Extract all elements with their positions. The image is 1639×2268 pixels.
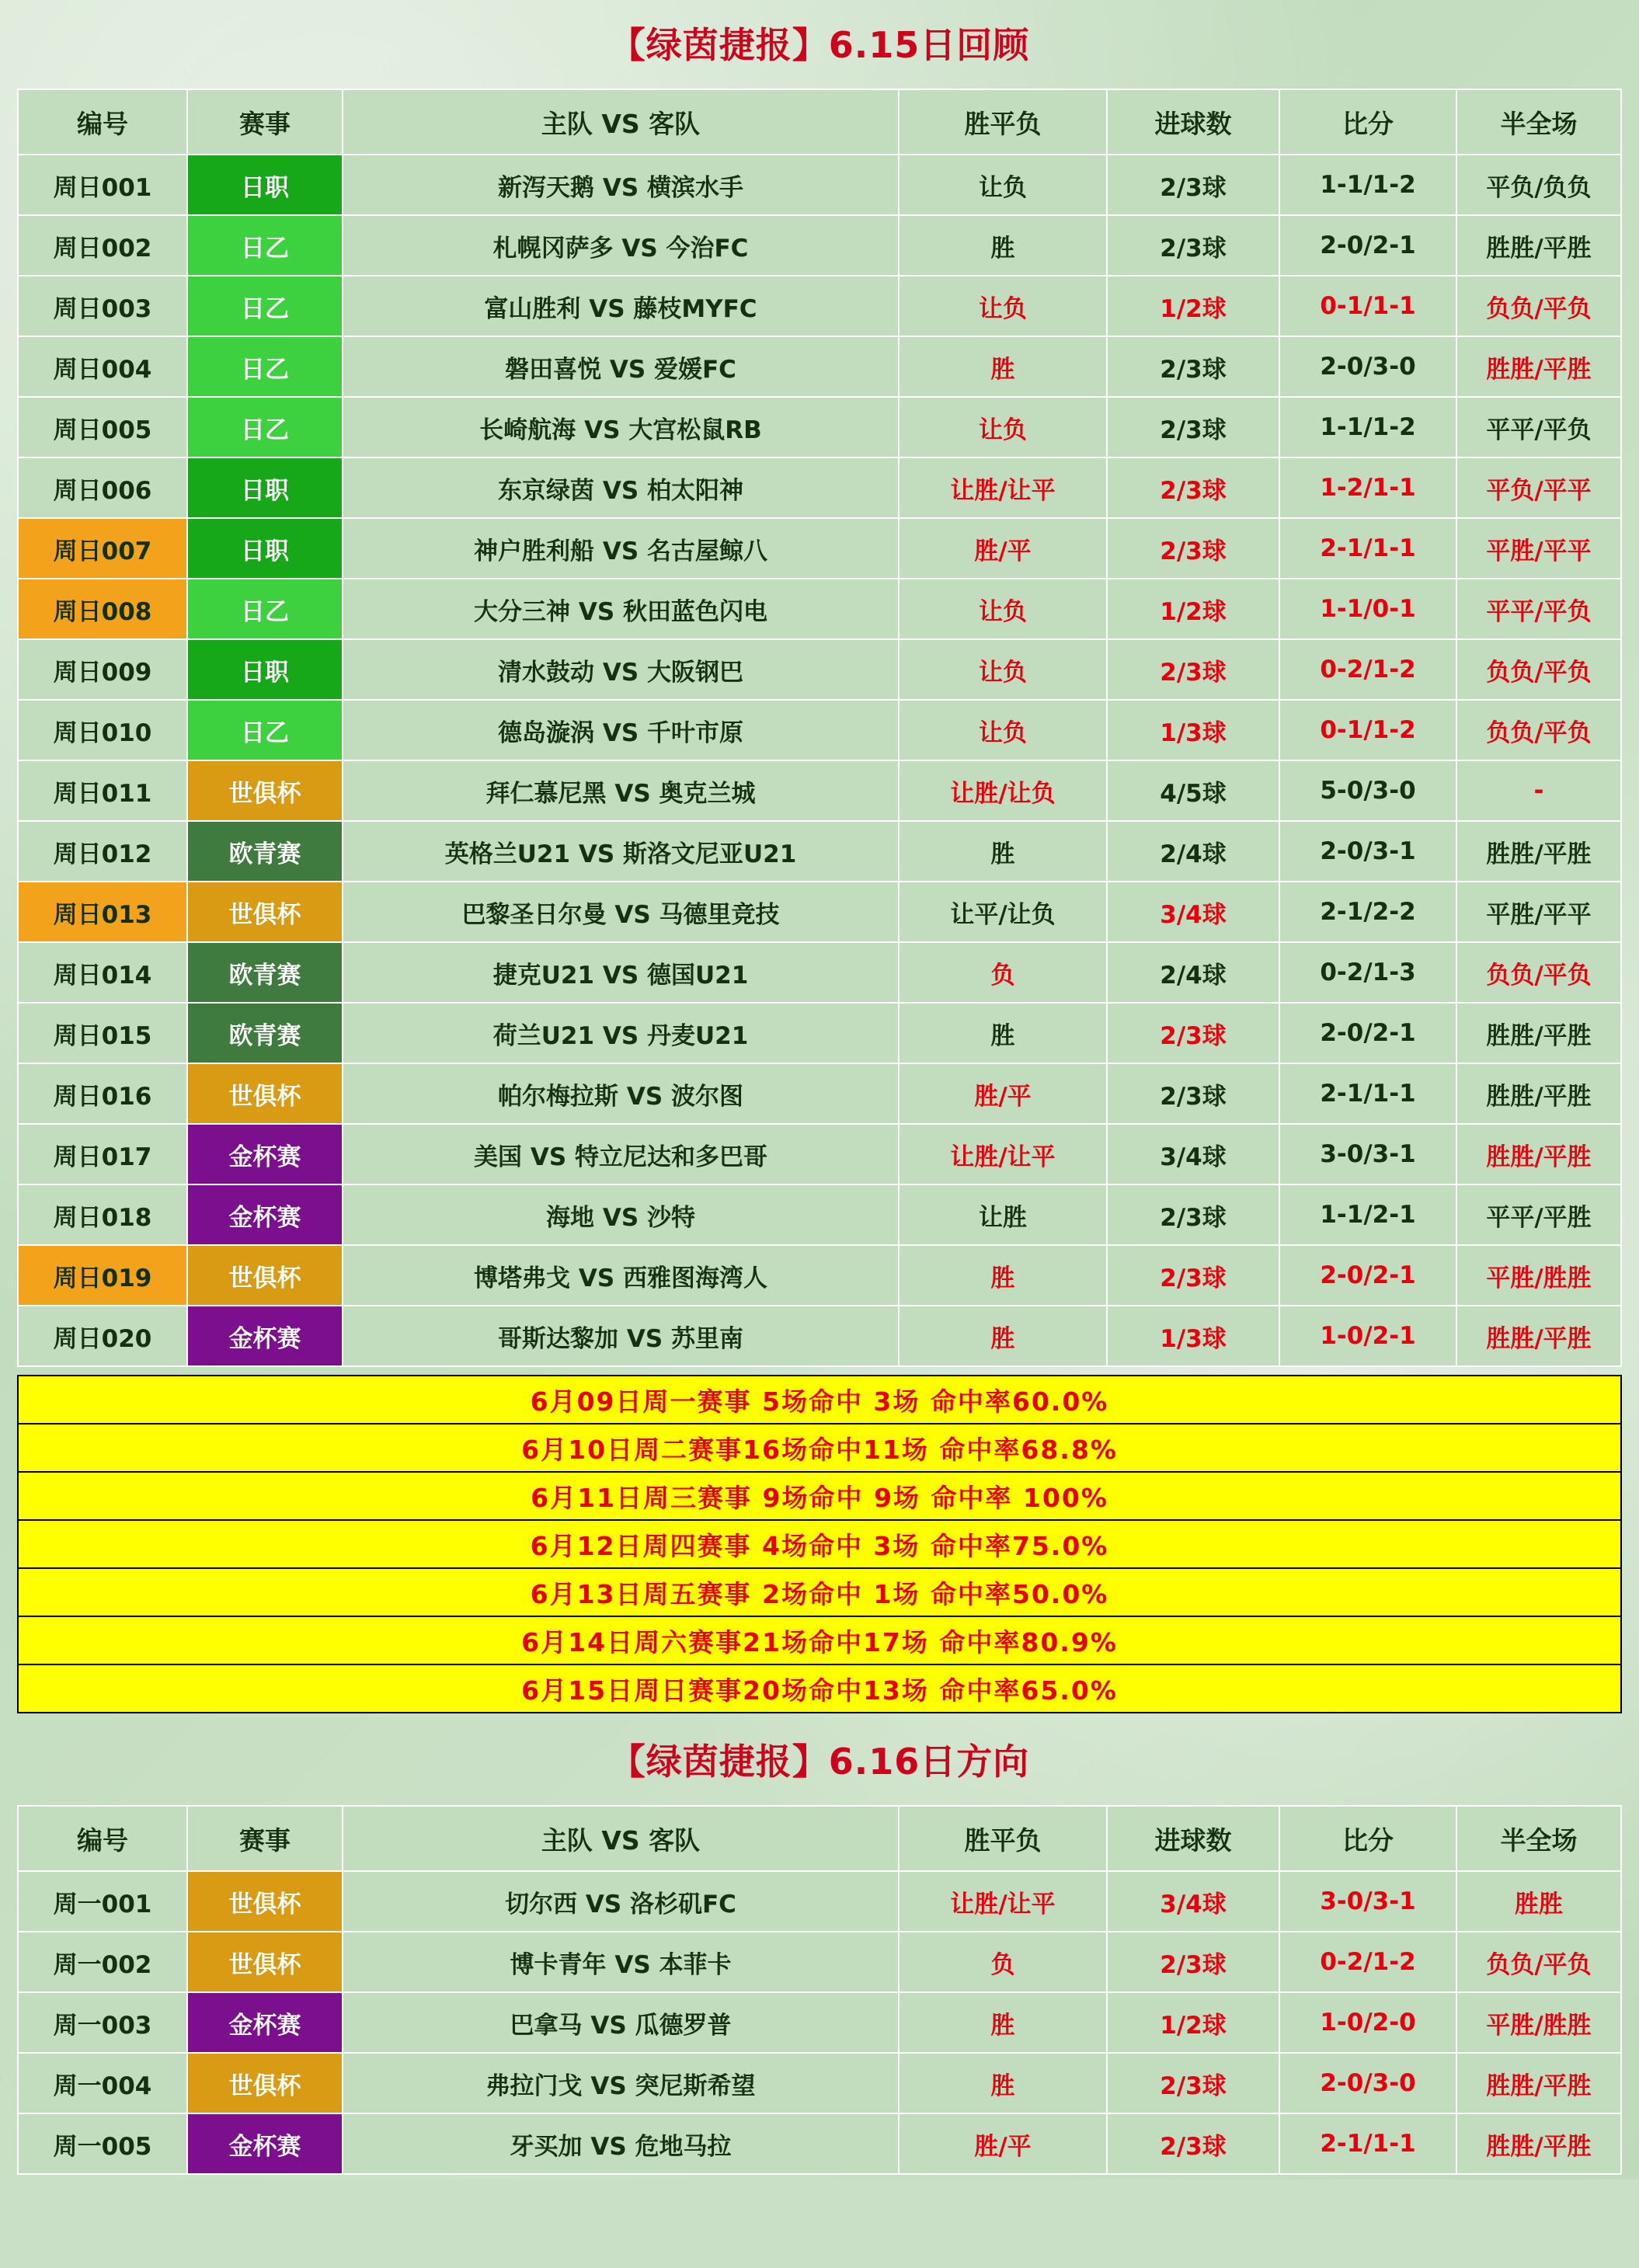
summary-row — [18, 1568, 1621, 1616]
goals-pick: 3/4球 — [1107, 1124, 1279, 1184]
results-table-616 — [17, 1805, 1622, 2175]
wdl-pick: 让负 — [899, 639, 1107, 700]
wdl-pick: 让胜/让平 — [899, 1871, 1107, 1932]
league-badge: 日乙 — [187, 579, 343, 639]
match-no: 周日007 — [18, 518, 187, 579]
table-header-row-2 — [18, 1806, 1621, 1871]
summary-row — [18, 1664, 1621, 1713]
table-row — [18, 2113, 1621, 2174]
summary-row — [18, 1616, 1621, 1664]
league-badge: 日乙 — [187, 700, 343, 760]
column-header-wdl: 胜平负 — [899, 89, 1107, 155]
wdl-pick: 让负 — [899, 155, 1107, 215]
league-badge: 金杯赛 — [187, 2113, 343, 2174]
league-badge: 世俱杯 — [187, 1063, 343, 1124]
table-header-row — [18, 89, 1621, 155]
match-no: 周日003 — [18, 276, 187, 336]
score-pick: 2-0/3-1 — [1279, 821, 1456, 882]
score-pick: 0-2/1-2 — [1279, 639, 1456, 700]
match-no: 周日014 — [18, 942, 187, 1003]
match-teams: 英格兰U21 VS 斯洛文尼亚U21 — [343, 821, 899, 882]
match-teams: 荷兰U21 VS 丹麦U21 — [343, 1003, 899, 1063]
match-teams: 博塔弗戈 VS 西雅图海湾人 — [343, 1245, 899, 1306]
match-no: 周一005 — [18, 2113, 187, 2174]
table-row — [18, 215, 1621, 276]
league-badge: 金杯赛 — [187, 1124, 343, 1184]
summary-text: 6月10日周二赛事16场命中11场 命中率68.8% — [18, 1424, 1621, 1472]
spacer-1 — [0, 1367, 1639, 1375]
score-pick: 0-2/1-2 — [1279, 1932, 1456, 1992]
goals-pick: 2/3球 — [1107, 518, 1279, 579]
wdl-pick: 让负 — [899, 700, 1107, 760]
table-row — [18, 639, 1621, 700]
goals-pick: 2/3球 — [1107, 336, 1279, 397]
wdl-pick: 胜 — [899, 821, 1107, 882]
match-teams: 磐田喜悦 VS 爱媛FC — [343, 336, 899, 397]
score-pick: 2-0/2-1 — [1279, 215, 1456, 276]
wdl-pick: 让胜 — [899, 1184, 1107, 1245]
score-pick: 2-1/1-1 — [1279, 1063, 1456, 1124]
halffull-pick: 平平/平负 — [1456, 579, 1621, 639]
wdl-pick: 让胜/让负 — [899, 760, 1107, 821]
wdl-pick: 让负 — [899, 276, 1107, 336]
score-pick: 1-1/1-2 — [1279, 155, 1456, 215]
table-row — [18, 276, 1621, 336]
match-no: 周日011 — [18, 760, 187, 821]
score-pick: 0-1/1-2 — [1279, 700, 1456, 760]
wdl-pick: 胜 — [899, 2053, 1107, 2113]
table-row — [18, 1992, 1621, 2053]
table-row — [18, 1063, 1621, 1124]
match-no: 周日008 — [18, 579, 187, 639]
wdl-pick: 负 — [899, 942, 1107, 1003]
column-header-score: 比分 — [1279, 1806, 1456, 1871]
goals-pick: 2/3球 — [1107, 1003, 1279, 1063]
match-teams: 捷克U21 VS 德国U21 — [343, 942, 899, 1003]
league-badge: 世俱杯 — [187, 1871, 343, 1932]
match-teams: 巴黎圣日尔曼 VS 马德里竞技 — [343, 882, 899, 942]
halffull-pick: 平平/平负 — [1456, 397, 1621, 457]
table-row — [18, 579, 1621, 639]
match-no: 周一003 — [18, 1992, 187, 2053]
table-row — [18, 155, 1621, 215]
goals-pick: 2/3球 — [1107, 1245, 1279, 1306]
summary-row — [18, 1424, 1621, 1472]
halffull-pick: 平平/平胜 — [1456, 1184, 1621, 1245]
wdl-pick: 胜 — [899, 336, 1107, 397]
wdl-pick: 胜 — [899, 215, 1107, 276]
match-teams: 博卡青年 VS 本菲卡 — [343, 1932, 899, 1992]
table-row — [18, 1245, 1621, 1306]
match-teams: 大分三神 VS 秋田蓝色闪电 — [343, 579, 899, 639]
wdl-pick: 让平/让负 — [899, 882, 1107, 942]
goals-pick: 3/4球 — [1107, 882, 1279, 942]
league-badge: 世俱杯 — [187, 1245, 343, 1306]
goals-pick: 1/2球 — [1107, 276, 1279, 336]
column-header-goals: 进球数 — [1107, 89, 1279, 155]
match-teams: 东京绿茵 VS 柏太阳神 — [343, 457, 899, 518]
match-teams: 海地 VS 沙特 — [343, 1184, 899, 1245]
league-badge: 金杯赛 — [187, 1306, 343, 1366]
goals-pick: 2/3球 — [1107, 1932, 1279, 1992]
halffull-pick: 平负/平平 — [1456, 457, 1621, 518]
match-no: 周日012 — [18, 821, 187, 882]
table-row — [18, 1306, 1621, 1366]
goals-pick: 2/3球 — [1107, 2053, 1279, 2113]
match-no: 周日009 — [18, 639, 187, 700]
score-pick: 5-0/3-0 — [1279, 760, 1456, 821]
match-no: 周日004 — [18, 336, 187, 397]
match-no: 周日006 — [18, 457, 187, 518]
goals-pick: 2/3球 — [1107, 2113, 1279, 2174]
wdl-pick: 让负 — [899, 579, 1107, 639]
table-row — [18, 942, 1621, 1003]
table-row — [18, 518, 1621, 579]
halffull-pick: 胜胜/平胜 — [1456, 1306, 1621, 1366]
wdl-pick: 胜 — [899, 1992, 1107, 2053]
goals-pick: 1/3球 — [1107, 1306, 1279, 1366]
league-badge: 欧青赛 — [187, 942, 343, 1003]
goals-pick: 2/3球 — [1107, 397, 1279, 457]
wdl-pick: 让胜/让平 — [899, 1124, 1107, 1184]
match-teams: 巴拿马 VS 瓜德罗普 — [343, 1992, 899, 2053]
table-row — [18, 397, 1621, 457]
wdl-pick: 胜 — [899, 1245, 1107, 1306]
wdl-pick: 胜/平 — [899, 2113, 1107, 2174]
table-row — [18, 457, 1621, 518]
summary-row — [18, 1376, 1621, 1424]
league-badge: 世俱杯 — [187, 1932, 343, 1992]
results-table-615 — [17, 89, 1622, 1367]
page-title-2: 【绿茵捷报】6.16日方向 — [609, 1741, 1030, 1783]
column-header-match: 主队 VS 客队 — [343, 89, 899, 155]
score-pick: 1-1/2-1 — [1279, 1184, 1456, 1245]
table-row — [18, 1932, 1621, 1992]
league-badge: 日乙 — [187, 397, 343, 457]
halffull-pick: 胜胜/平胜 — [1456, 2113, 1621, 2174]
summary-text: 6月12日周四赛事 4场命中 3场 命中率75.0% — [18, 1520, 1621, 1568]
section-title-2 — [0, 1713, 1639, 1805]
wdl-pick: 让负 — [899, 397, 1107, 457]
column-header-score: 比分 — [1279, 89, 1456, 155]
goals-pick: 2/3球 — [1107, 457, 1279, 518]
halffull-pick: 负负/平负 — [1456, 639, 1621, 700]
match-no: 周一001 — [18, 1871, 187, 1932]
league-badge: 日职 — [187, 155, 343, 215]
goals-pick: 1/2球 — [1107, 579, 1279, 639]
goals-pick: 2/3球 — [1107, 1184, 1279, 1245]
league-badge: 世俱杯 — [187, 882, 343, 942]
section-title-1 — [0, 0, 1639, 89]
score-pick: 2-1/1-1 — [1279, 2113, 1456, 2174]
goals-pick: 2/3球 — [1107, 215, 1279, 276]
halffull-pick: 负负/平负 — [1456, 942, 1621, 1003]
league-badge: 日职 — [187, 457, 343, 518]
wdl-pick: 负 — [899, 1932, 1107, 1992]
column-header-halffull: 半全场 — [1456, 1806, 1621, 1871]
match-no: 周日010 — [18, 700, 187, 760]
match-teams: 弗拉门戈 VS 突尼斯希望 — [343, 2053, 899, 2113]
wdl-pick: 胜 — [899, 1306, 1107, 1366]
match-no: 周一002 — [18, 1932, 187, 1992]
column-header-halffull: 半全场 — [1456, 89, 1621, 155]
summary-text: 6月09日周一赛事 5场命中 3场 命中率60.0% — [18, 1376, 1621, 1424]
column-header-league: 赛事 — [187, 89, 343, 155]
summary-row — [18, 1472, 1621, 1520]
match-teams: 清水鼓动 VS 大阪钢巴 — [343, 639, 899, 700]
column-header-goals: 进球数 — [1107, 1806, 1279, 1871]
score-pick: 1-1/0-1 — [1279, 579, 1456, 639]
league-badge: 日职 — [187, 518, 343, 579]
goals-pick: 3/4球 — [1107, 1871, 1279, 1932]
goals-pick: 2/4球 — [1107, 942, 1279, 1003]
wdl-pick: 胜/平 — [899, 518, 1107, 579]
score-pick: 1-1/1-2 — [1279, 397, 1456, 457]
league-badge: 欧青赛 — [187, 821, 343, 882]
match-no: 周日020 — [18, 1306, 187, 1366]
wdl-pick: 胜 — [899, 1003, 1107, 1063]
match-teams: 美国 VS 特立尼达和多巴哥 — [343, 1124, 899, 1184]
summary-table — [17, 1375, 1622, 1713]
match-teams: 牙买加 VS 危地马拉 — [343, 2113, 899, 2174]
score-pick: 1-0/2-1 — [1279, 1306, 1456, 1366]
halffull-pick: 平胜/胜胜 — [1456, 1245, 1621, 1306]
halffull-pick: 负负/平负 — [1456, 1932, 1621, 1992]
halffull-pick: 平胜/胜胜 — [1456, 1992, 1621, 2053]
column-header-match: 主队 VS 客队 — [343, 1806, 899, 1871]
halffull-pick: 平胜/平平 — [1456, 882, 1621, 942]
score-pick: 2-0/3-0 — [1279, 2053, 1456, 2113]
wdl-pick: 让胜/让平 — [899, 457, 1107, 518]
table-row — [18, 882, 1621, 942]
halffull-pick: 胜胜/平胜 — [1456, 1063, 1621, 1124]
score-pick: 3-0/3-1 — [1279, 1124, 1456, 1184]
halffull-pick: 胜胜/平胜 — [1456, 2053, 1621, 2113]
halffull-pick: 胜胜/平胜 — [1456, 215, 1621, 276]
match-no: 周日013 — [18, 882, 187, 942]
halffull-pick: - — [1456, 760, 1621, 821]
match-teams: 长崎航海 VS 大宫松鼠RB — [343, 397, 899, 457]
league-badge: 世俱杯 — [187, 760, 343, 821]
score-pick: 0-1/1-1 — [1279, 276, 1456, 336]
match-teams: 帕尔梅拉斯 VS 波尔图 — [343, 1063, 899, 1124]
league-badge: 欧青赛 — [187, 1003, 343, 1063]
score-pick: 2-0/2-1 — [1279, 1003, 1456, 1063]
league-badge: 金杯赛 — [187, 1184, 343, 1245]
score-pick: 2-0/3-0 — [1279, 336, 1456, 397]
column-header-no: 编号 — [18, 89, 187, 155]
match-no: 周日016 — [18, 1063, 187, 1124]
league-badge: 日职 — [187, 639, 343, 700]
goals-pick: 2/3球 — [1107, 155, 1279, 215]
match-teams: 德岛漩涡 VS 千叶市原 — [343, 700, 899, 760]
goals-pick: 1/3球 — [1107, 700, 1279, 760]
table-row — [18, 1184, 1621, 1245]
halffull-pick: 胜胜/平胜 — [1456, 336, 1621, 397]
halffull-pick: 负负/平负 — [1456, 276, 1621, 336]
league-badge: 日乙 — [187, 215, 343, 276]
league-badge: 金杯赛 — [187, 1992, 343, 2053]
halffull-pick: 胜胜/平胜 — [1456, 1003, 1621, 1063]
match-teams: 富山胜利 VS 藤枝MYFC — [343, 276, 899, 336]
match-teams: 札幌冈萨多 VS 今治FC — [343, 215, 899, 276]
league-badge: 世俱杯 — [187, 2053, 343, 2113]
page-title: 【绿茵捷报】6.15日回顾 — [609, 24, 1030, 66]
table-row — [18, 821, 1621, 882]
halffull-pick: 平负/负负 — [1456, 155, 1621, 215]
summary-text: 6月15日周日赛事20场命中13场 命中率65.0% — [18, 1664, 1621, 1713]
match-teams: 哥斯达黎加 VS 苏里南 — [343, 1306, 899, 1366]
table-row — [18, 760, 1621, 821]
summary-text: 6月11日周三赛事 9场命中 9场 命中率 100% — [18, 1472, 1621, 1520]
score-pick: 3-0/3-1 — [1279, 1871, 1456, 1932]
match-no: 周一004 — [18, 2053, 187, 2113]
goals-pick: 2/4球 — [1107, 821, 1279, 882]
score-pick: 0-2/1-3 — [1279, 942, 1456, 1003]
match-no: 周日019 — [18, 1245, 187, 1306]
match-teams: 神户胜利船 VS 名古屋鲸八 — [343, 518, 899, 579]
score-pick: 2-0/2-1 — [1279, 1245, 1456, 1306]
goals-pick: 2/3球 — [1107, 1063, 1279, 1124]
column-header-wdl: 胜平负 — [899, 1806, 1107, 1871]
summary-text: 6月13日周五赛事 2场命中 1场 命中率50.0% — [18, 1568, 1621, 1616]
column-header-league: 赛事 — [187, 1806, 343, 1871]
score-pick: 1-0/2-0 — [1279, 1992, 1456, 2053]
match-no: 周日018 — [18, 1184, 187, 1245]
halffull-pick: 胜胜 — [1456, 1871, 1621, 1932]
table-row — [18, 700, 1621, 760]
score-pick: 1-2/1-1 — [1279, 457, 1456, 518]
halffull-pick: 平胜/平平 — [1456, 518, 1621, 579]
table-row — [18, 336, 1621, 397]
summary-row — [18, 1520, 1621, 1568]
match-no: 周日002 — [18, 215, 187, 276]
table-row — [18, 1871, 1621, 1932]
wdl-pick: 胜/平 — [899, 1063, 1107, 1124]
score-pick: 2-1/2-2 — [1279, 882, 1456, 942]
table-row — [18, 1003, 1621, 1063]
league-badge: 日乙 — [187, 276, 343, 336]
match-no: 周日005 — [18, 397, 187, 457]
match-no: 周日001 — [18, 155, 187, 215]
table-row — [18, 2053, 1621, 2113]
goals-pick: 4/5球 — [1107, 760, 1279, 821]
halffull-pick: 胜胜/平胜 — [1456, 1124, 1621, 1184]
match-no: 周日015 — [18, 1003, 187, 1063]
match-teams: 切尔西 VS 洛杉矶FC — [343, 1871, 899, 1932]
match-teams: 新泻天鹅 VS 横滨水手 — [343, 155, 899, 215]
table-row — [18, 1124, 1621, 1184]
goals-pick: 2/3球 — [1107, 639, 1279, 700]
match-teams: 拜仁慕尼黑 VS 奥克兰城 — [343, 760, 899, 821]
summary-text: 6月14日周六赛事21场命中17场 命中率80.9% — [18, 1616, 1621, 1664]
halffull-pick: 胜胜/平胜 — [1456, 821, 1621, 882]
score-pick: 2-1/1-1 — [1279, 518, 1456, 579]
match-no: 周日017 — [18, 1124, 187, 1184]
league-badge: 日乙 — [187, 336, 343, 397]
goals-pick: 1/2球 — [1107, 1992, 1279, 2053]
column-header-no: 编号 — [18, 1806, 187, 1871]
halffull-pick: 负负/平负 — [1456, 700, 1621, 760]
